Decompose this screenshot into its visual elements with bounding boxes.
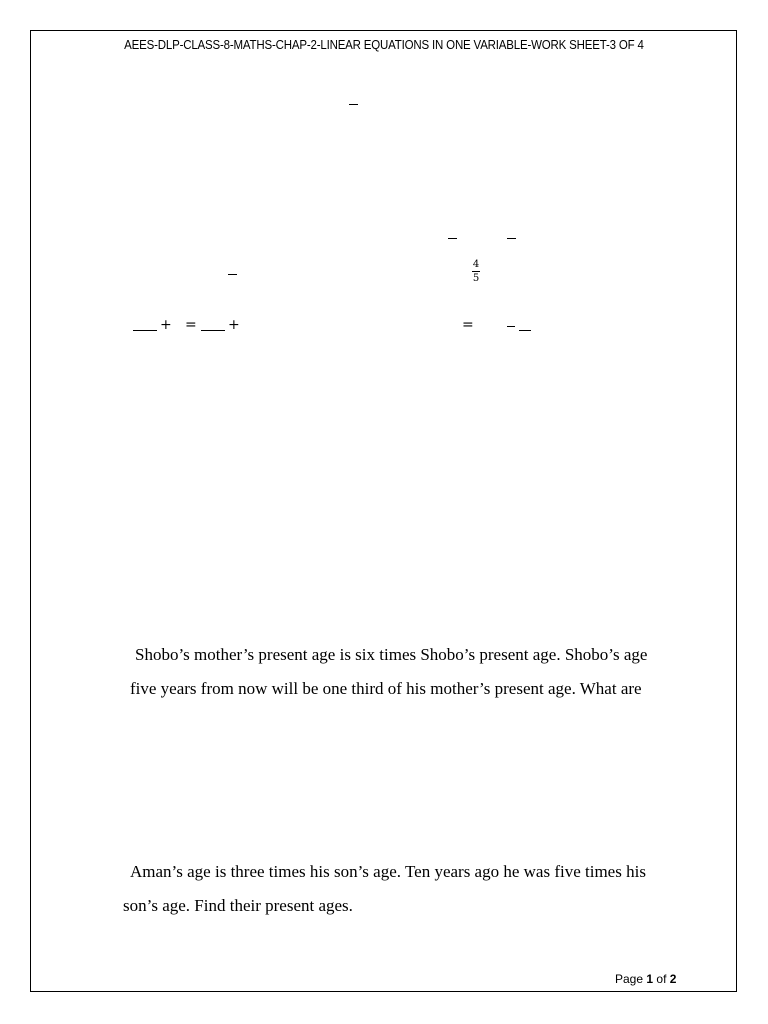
fraction-four-fifths: [472, 259, 480, 284]
page-total: 2: [669, 972, 677, 986]
plus-sign: +: [160, 317, 172, 333]
page-border: [30, 30, 737, 992]
minus-mark: [507, 326, 515, 327]
fraction-denominator: 5: [472, 273, 480, 284]
question-1-line-1: Shobo’s mother’s present age is six times Shobo’s present age. Shobo’s age: [135, 645, 648, 664]
minus-mark: [448, 238, 457, 239]
fraction-bar-blank: [201, 330, 225, 331]
page-number: [615, 972, 676, 986]
page-current: 1: [646, 972, 654, 986]
question-2-line-1: Aman’s age is three times his son’s age. Ten years ago he was five times his: [130, 862, 646, 881]
minus-mark: [228, 274, 237, 275]
worksheet-header: AEES-DLP-CLASS-8-MATHS-CHAP-2-LINEAR EQUATIONS IN ONE VARIABLE-WORK SHEET-3 OF 4: [124, 38, 644, 52]
minus-mark: [349, 104, 358, 105]
fraction-bar-blank: [519, 330, 531, 331]
fraction-numerator: 4: [472, 259, 480, 270]
equals-sign: =: [462, 317, 474, 333]
question-1-line-2: five years from now will be one third of his mother’s present age. What are: [130, 679, 642, 698]
page-of: of: [656, 972, 667, 986]
fraction-bar: [472, 271, 480, 272]
equals-sign: =: [185, 317, 197, 333]
minus-mark: [507, 238, 516, 239]
question-2-line-2: son’s age. Find their present ages.: [123, 896, 353, 915]
plus-sign: +: [228, 317, 240, 333]
page-label: Page: [615, 972, 644, 986]
fraction-bar-blank: [133, 330, 157, 331]
